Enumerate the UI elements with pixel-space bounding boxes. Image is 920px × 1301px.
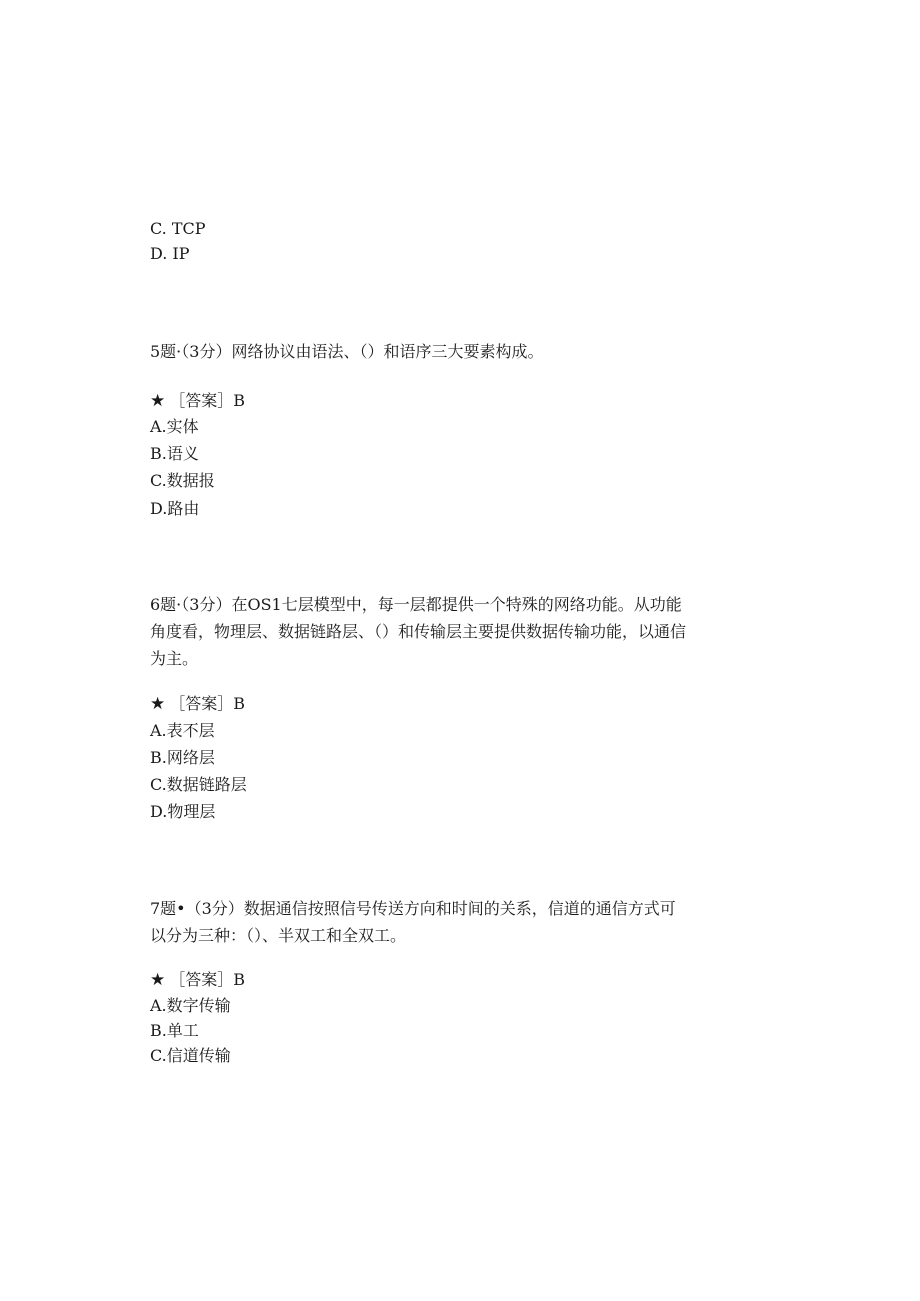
- option-item: B.网络层: [150, 748, 215, 767]
- answer-line: [150, 387, 245, 415]
- option-item: A.数字传输: [150, 996, 231, 1015]
- star-icon: ★: [150, 970, 166, 990]
- document-page: [150, 0, 710, 1301]
- question-5-stem: 5题·（3分）网络协议由语法、（）和语序三大要素构成。: [150, 342, 544, 361]
- option-item: C.数据报: [150, 471, 215, 490]
- option-item: B.单工: [150, 1021, 199, 1040]
- option-item: A.表不层: [150, 721, 215, 740]
- answer-label: ［答案］B: [169, 391, 246, 410]
- answer-line: [150, 690, 245, 718]
- answer-line: [150, 966, 245, 994]
- answer-label: ［答案］B: [169, 970, 246, 989]
- star-icon: ★: [150, 694, 166, 714]
- option-item: D.路由: [150, 499, 200, 518]
- answer-label: ［答案］B: [169, 694, 246, 713]
- option-item: B.语义: [150, 444, 199, 463]
- question-6-stem: 6题·（3分）在OS1七层模型中，每一层都提供一个特殊的网络功能。从功能角度看，物理层、数据链路层、（）和传输层主要提供数据传输功能，以通信为主。: [150, 595, 687, 668]
- question-7-stem: 7题•（3分）数据通信按照信号传送方向和时间的关系，信道的通信方式可以分为三种：（）、半双工和全双工。: [150, 899, 676, 945]
- option-item: D.物理层: [150, 802, 216, 821]
- star-icon: ★: [150, 391, 166, 411]
- option-item: C.信道传输: [150, 1046, 231, 1065]
- option-item: C. TCP: [150, 219, 206, 238]
- option-item: A.实体: [150, 417, 199, 436]
- option-item: C.数据链路层: [150, 775, 247, 794]
- option-item: D. IP: [150, 244, 190, 263]
